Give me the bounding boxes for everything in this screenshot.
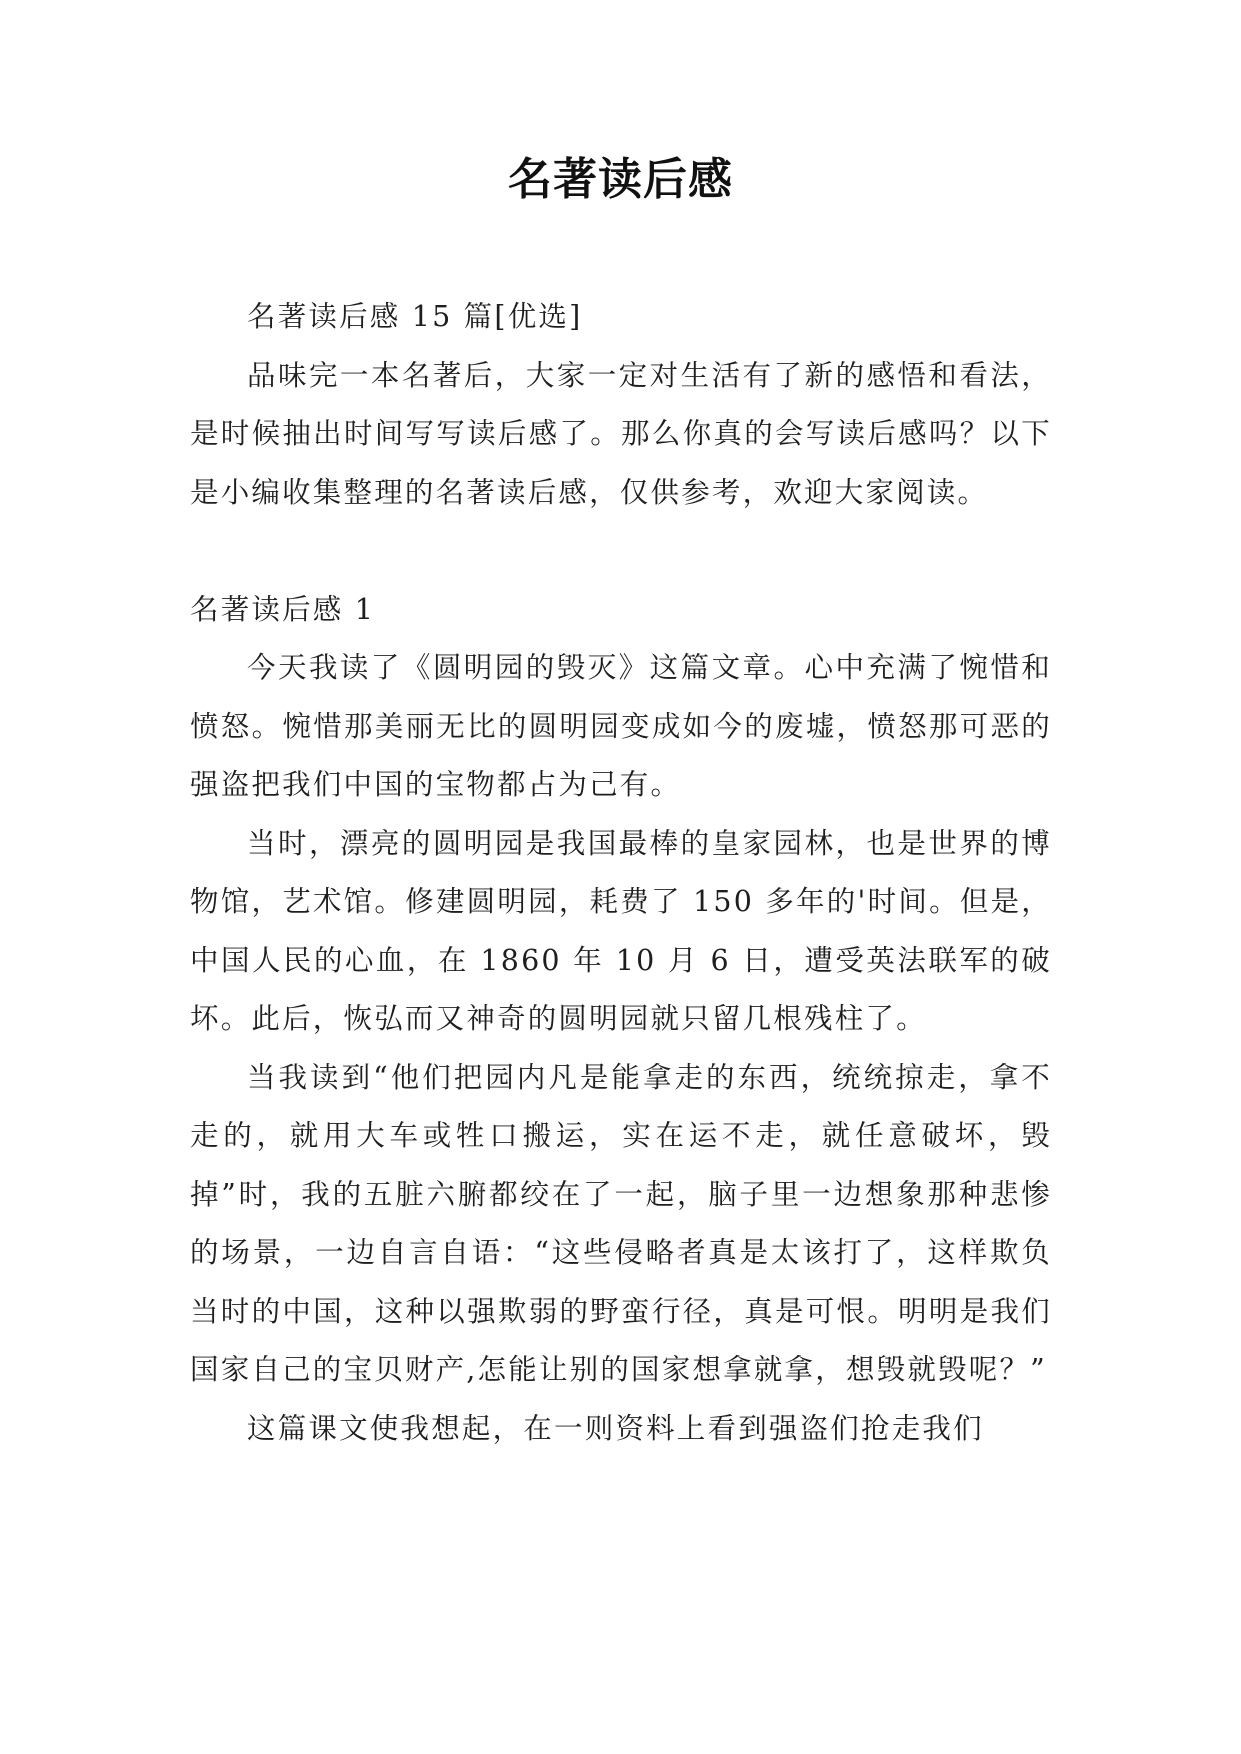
body-paragraph: 这篇课文使我想起，在一则资料上看到强盗们抢走我们 xyxy=(247,1411,984,1445)
body-paragraph: 当时，漂亮的圆明园是我国最棒的皇家园林，也是世界的博物馆，艺术馆。修建圆明园，耗费了 150 多年的'时间。但是，中国人民的心血，在 1860 年 10 月 6 日，遭受英法联军的破坏。此后，恢弘而又神奇的圆明园就只留几根残柱了。 xyxy=(190,826,1052,1035)
document-body xyxy=(190,288,1052,1458)
section-heading: 名著读后感 1 xyxy=(190,592,376,626)
blank-line xyxy=(190,522,1052,581)
document-subtitle: 名著读后感 15 篇[优选] xyxy=(247,300,583,333)
body-paragraph: 今天我读了《圆明园的毁灭》这篇文章。心中充满了惋惜和愤怒。惋惜那美丽无比的圆明园变成如今的废墟，愤怒那可恶的强盗把我们中国的宝物都占为己有。 xyxy=(190,651,1052,801)
body-paragraph: 当我读到“他们把园内凡是能拿走的东西，统统掠走，拿不走的，就用大车或牲口搬运，实在运不走，就任意破坏，毁掉”时，我的五脏六腑都绞在了一起，脑子里一边想象那种悲惨的场景，一边自言自语：“这些侵略者真是太该打了，这样欺负当时的中国，这种以强欺弱的野蛮行径，真是可恨。明明是我们国家自己的宝贝财产,怎能让别的国家想拿就拿，想毁就毁呢？” xyxy=(190,1060,1052,1386)
document-title: 名著读后感 xyxy=(508,154,733,205)
intro-paragraph: 品味完一本名著后，大家一定对生活有了新的感悟和看法，是时候抽出时间写写读后感了。那么你真的会写读后感吗？以下是小编收集整理的名著读后感，仅供参考，欢迎大家阅读。 xyxy=(190,358,1052,509)
